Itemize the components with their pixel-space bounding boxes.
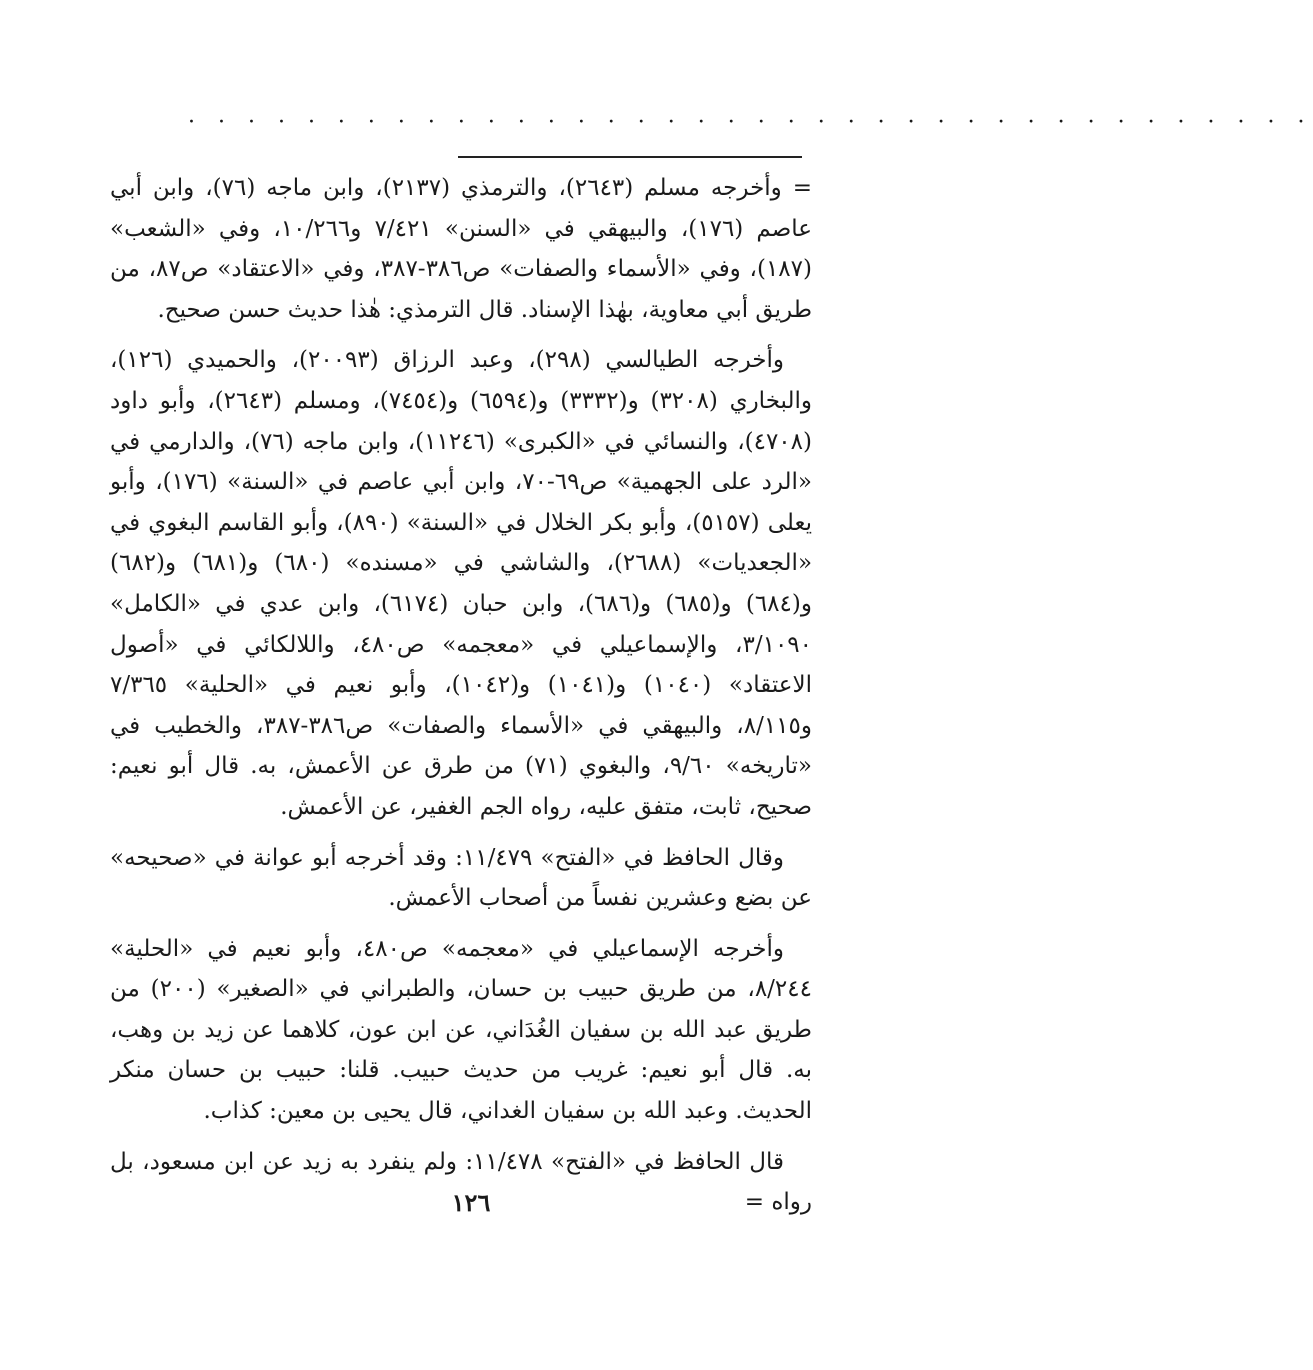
page-number: ١٢٦: [451, 1188, 491, 1217]
footnote-paragraph: وأخرجه الطيالسي (٢٩٨)، وعبد الرزاق (٢٠٠٩٣)، والحميدي (١٢٦)، والبخاري (٣٢٠٨) و(٣٣٣٢) و(٦٥٩٤) و(٧٤٥٤)، ومسلم (٢٦٤٣)، وأبو داود (٤٧٠٨)، والنسائي في «الكبرى» (١١٢٤٦)، وابن ماجه (٧٦)، والدارمي في «الرد على الجهمية» ص٦٩-٧٠، وابن أبي عاصم في «السنة» (١٧٦)، وأبو يعلى (٥١٥٧)، وأبو بكر الخلال في «السنة» (٨٩٠)، وأبو القاسم البغوي في «الجعديات» (٢٦٨٨)، والشاشي في «مسنده» (٦٨٠) و(٦٨١) و(٦٨٢) و(٦٨٤) و(٦٨٥) و(٦٨٦)، وابن حبان (٦١٧٤)، وابن عدي في «الكامل» ٣/١٠٩٠، والإسماعيلي في «معجمه» ص٤٨٠، واللالكائي في «أصول الاعتقاد» (١٠٤٠) و(١٠٤١) و(١٠٤٢)، وأبو نعيم في «الحلية» ٧/٣٦٥ و٨/١١٥، والبيهقي في «الأسماء والصفات» ص٣٨٦-٣٨٧، والخطيب في «تاريخه» ٩/٦٠، والبغوي (٧١) من طرق عن الأعمش، به. قال أبو نعيم: صحيح، ثابت، متفق عليه، رواه الجم الغفير، عن الأعمش.: [110, 347, 813, 820]
separator-dots: · · · · · · · · · · · · · · · · · · · · · · · · · · · · · · · · · · · · · ·: [188, 110, 1313, 135]
footnote-paragraph: وأخرجه الإسماعيلي في «معجمه» ص٤٨٠، وأبو نعيم في «الحلية» ٨/٢٤٤، من طريق حبيب بن حسان، والطبراني في «الصغير» (٢٠٠) من طريق عبد الله بن سفيان الغُدَاني، عن ابن عون، كلاهما عن زيد بن وهب، به. قال أبو نعيم: غريب من حديث حبيب. قلنا: حبيب بن حسان منكر الحديث. وعبد الله بن سفيان الغداني، قال يحيى بن معين: كذاب.: [110, 935, 812, 1125]
footnote-paragraph: قال الحافظ في «الفتح» ١١/٤٧٨: ولم ينفرد به زيد عن ابن مسعود، بل رواه =: [110, 1148, 812, 1216]
footnote-rule: [458, 156, 802, 158]
footnotes-block: [110, 168, 812, 1233]
footnote-paragraph: وقال الحافظ في «الفتح» ١١/٤٧٩: وقد أخرجه أبو عوانة في «صحيحه» عن بضع وعشرين نفساً من أصحاب الأعمش.: [110, 844, 812, 912]
footnote-paragraph: = وأخرجه مسلم (٢٦٤٣)، والترمذي (٢١٣٧)، وابن ماجه (٧٦)، وابن أبي عاصم (١٧٦)، والبيهقي في «السنن» ٧/٤٢١ و١٠/٢٦٦، وفي «الشعب» (١٨٧)، وفي «الأسماء والصفات» ص٣٨٦-٣٨٧، وفي «الاعتقاد» ص٨٧، من طريق أبي معاوية، بهٰذا الإسناد. قال الترمذي: هٰذا حديث حسن صحيح.: [110, 175, 812, 323]
